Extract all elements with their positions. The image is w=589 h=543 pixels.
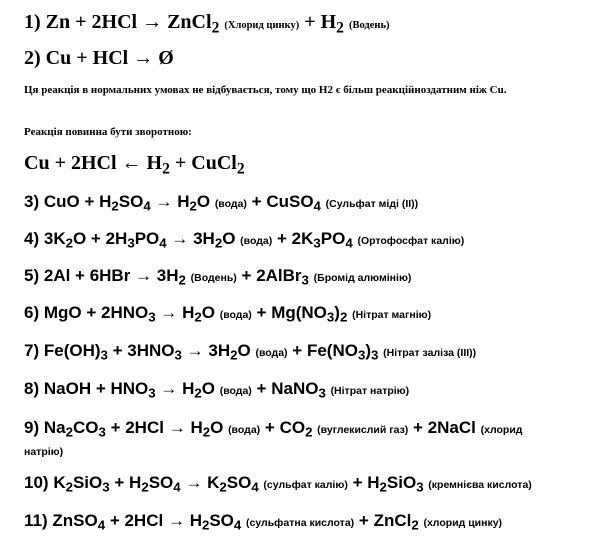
product-formula: 2NaCl xyxy=(427,418,476,437)
reaction-arrow-right-icon: → xyxy=(133,47,154,69)
subscript: 3 xyxy=(98,424,106,440)
product-formula: H xyxy=(182,303,195,322)
equation-7 xyxy=(24,341,477,363)
subscript: 3 xyxy=(318,385,326,401)
product-formula: ) xyxy=(365,341,371,360)
plus-sign: + xyxy=(292,341,303,360)
reaction-arrow-right-icon: → xyxy=(185,473,203,492)
product-formula: Mg(NO xyxy=(271,303,327,322)
subscript: 2 xyxy=(379,479,387,495)
reactants: Cu + 2HCl xyxy=(24,152,117,174)
product-name: (кремнієва кислота) xyxy=(428,479,532,491)
reaction-arrow-right-icon: → xyxy=(168,418,186,437)
subscript: 2 xyxy=(411,517,419,533)
product-formula: O xyxy=(222,229,236,248)
equation-number: 5) xyxy=(24,266,40,285)
product-formula: Fe(NO xyxy=(306,341,358,360)
product-formula: H xyxy=(182,379,195,398)
subscript: 2 xyxy=(194,309,202,325)
product-formula: H xyxy=(189,511,202,530)
equation-3 xyxy=(24,192,419,214)
product-name: (Водень) xyxy=(348,20,390,31)
equation-11 xyxy=(24,511,503,533)
subscript: 3 xyxy=(357,347,366,363)
subscript: 4 xyxy=(97,517,106,533)
product-formula: ZnCl xyxy=(373,511,412,530)
subscript: 4 xyxy=(345,235,353,251)
explanation-note: Ця реакція в нормальних умовах не відбувається, тому що H2 є більш реакційноздатним ніж Cu. xyxy=(24,84,507,96)
equation-number: 11) xyxy=(24,511,48,530)
plus-sign: + xyxy=(304,11,316,33)
product-formula: H xyxy=(367,473,380,492)
product-formula: 3H xyxy=(156,266,179,285)
subscript: 2 xyxy=(305,424,313,440)
subscript: 3 xyxy=(326,309,335,325)
equation-number: 8) xyxy=(24,379,40,398)
plus-sign: + xyxy=(277,229,287,248)
reverse-equation xyxy=(24,152,245,178)
reactants: SO xyxy=(118,192,144,211)
reactants: + 3HNO xyxy=(112,341,175,360)
product-formula: SO xyxy=(209,511,234,530)
product-name: (вода) xyxy=(214,198,247,210)
subscript: 4 xyxy=(159,235,167,251)
reactants: Na xyxy=(43,418,66,437)
reactants: Zn + 2HCl xyxy=(45,11,138,33)
product-name: (хлорид xyxy=(480,424,523,436)
subscript: 4 xyxy=(251,479,259,495)
reactants: + 2HCl xyxy=(110,418,164,437)
product-formula: 3H xyxy=(193,229,215,248)
product-formula: 3H xyxy=(208,341,231,360)
reactants: SO xyxy=(148,473,174,492)
subscript: 2 xyxy=(65,479,73,495)
equation-4 xyxy=(24,229,465,251)
equation-5 xyxy=(24,266,412,288)
subscript: 2 xyxy=(202,424,211,440)
reactants: O + 2H xyxy=(72,229,128,248)
equation-8 xyxy=(24,379,410,401)
subscript: 3 xyxy=(102,479,110,495)
equation-number: 7) xyxy=(24,341,40,360)
subscript: 2 xyxy=(336,19,344,37)
product-name: (вода) xyxy=(255,347,288,359)
product-name: (Нітрат магнію) xyxy=(352,309,432,321)
subscript: 3 xyxy=(416,479,424,495)
product-name: (Нітрат заліза (III)) xyxy=(383,347,477,359)
reactants: Fe(OH) xyxy=(43,341,101,360)
product-formula: K xyxy=(207,473,220,492)
reaction-arrow-right-icon: → xyxy=(155,192,173,211)
subscript: 2 xyxy=(339,309,348,325)
reaction-arrow-left-icon: ← xyxy=(121,152,142,174)
subscript: 3 xyxy=(100,347,108,363)
plus-sign: + xyxy=(264,418,275,437)
equation-number: 3) xyxy=(24,192,40,211)
product-formula: O xyxy=(201,379,215,398)
reactants: NaOH + HNO xyxy=(43,379,149,398)
equation-number: 9) xyxy=(24,418,40,437)
reactants: MgO + 2HNO xyxy=(43,303,149,322)
subscript: 2 xyxy=(236,160,245,178)
product-name: (вода) xyxy=(219,385,252,397)
equation-number: 10) xyxy=(24,473,49,492)
subscript: 2 xyxy=(219,479,227,495)
product-formula: H xyxy=(146,152,163,174)
equation-10 xyxy=(24,473,532,495)
product-formula: ) xyxy=(334,303,340,322)
product-name: (вода) xyxy=(240,235,273,247)
product-name: натрію) xyxy=(24,446,64,458)
product-formula: 2K xyxy=(291,229,314,248)
product-formula: O xyxy=(201,303,215,322)
product-formula: SO xyxy=(226,473,252,492)
subscript: 2 xyxy=(230,347,238,363)
product-formula: CO xyxy=(279,418,306,437)
subscript: 2 xyxy=(162,160,170,178)
equation-number: 2) xyxy=(24,47,41,69)
reaction-arrow-right-icon: → xyxy=(160,303,178,322)
plus-sign: + xyxy=(256,379,267,398)
reaction-arrow-right-icon: → xyxy=(171,229,189,248)
product-formula: H xyxy=(177,192,190,211)
product-name: (Ортофосфат калію) xyxy=(357,235,465,247)
subscript: 3 xyxy=(313,235,321,251)
plus-sign: + xyxy=(256,303,267,322)
subscript: 2 xyxy=(141,479,149,495)
equation-9-continued xyxy=(24,447,63,458)
reactants: CO xyxy=(72,418,99,437)
subscript: 3 xyxy=(174,347,182,363)
subscript: 4 xyxy=(143,198,151,214)
subscript: 3 xyxy=(371,347,379,363)
product-formula: ZnCl xyxy=(167,11,212,33)
equation-6 xyxy=(24,303,432,325)
subscript: 2 xyxy=(65,424,73,440)
product-name: (Бромід алюмінію) xyxy=(313,272,412,284)
product-formula: H xyxy=(320,11,337,33)
product-formula: + CuCl xyxy=(174,152,237,174)
equation-number: 6) xyxy=(24,303,40,322)
product-formula: CuSO xyxy=(266,192,314,211)
reaction-arrow-right-icon: → xyxy=(186,341,204,360)
reactants: 2Al + 6HBr xyxy=(43,266,131,285)
reactants: CuO + H xyxy=(43,192,112,211)
product-name: (Сульфат міді (II)) xyxy=(325,198,419,210)
product-formula: PO xyxy=(320,229,346,248)
reactants: ZnSO xyxy=(52,511,98,530)
product-name: (хлорид цинку) xyxy=(423,517,503,529)
equation-2 xyxy=(24,48,174,68)
plus-sign: + xyxy=(358,511,369,530)
equation-number: 4) xyxy=(24,229,40,248)
subscript: 2 xyxy=(65,235,73,251)
product-name: (Нітрат натрію) xyxy=(330,385,410,397)
product-formula: O xyxy=(196,192,211,211)
subscript: 2 xyxy=(189,198,197,214)
reactants: + H xyxy=(114,473,142,492)
product-formula: H xyxy=(190,418,203,437)
subscript: 2 xyxy=(211,19,220,37)
reaction-arrow-right-icon: → xyxy=(135,266,153,285)
reaction-arrow-right-icon: → xyxy=(142,11,163,33)
plus-sign: + xyxy=(352,473,363,492)
product-formula: O xyxy=(210,418,224,437)
product-name: (вода) xyxy=(228,424,261,436)
subscript: 3 xyxy=(301,272,309,288)
product-name: (Водень) xyxy=(190,272,237,284)
subscript: 4 xyxy=(173,479,181,495)
reactants: + 2HCl xyxy=(109,511,164,530)
subscript: 3 xyxy=(127,235,135,251)
product-formula: SiO xyxy=(386,473,417,492)
plus-sign: + xyxy=(413,418,423,437)
reactants: 3K xyxy=(43,229,66,248)
reactants: PO xyxy=(134,229,160,248)
product-name: (сульфат калію) xyxy=(263,479,348,491)
product-name: (вода) xyxy=(219,309,252,321)
equation-9 xyxy=(24,418,523,440)
subscript: 2 xyxy=(178,272,186,288)
subscript: 4 xyxy=(313,198,321,214)
product-formula: NaNO xyxy=(271,379,319,398)
reaction-arrow-right-icon: → xyxy=(160,379,178,398)
product-formula: O xyxy=(237,341,251,360)
reactants: K xyxy=(53,473,66,492)
plus-sign: + xyxy=(241,266,252,285)
product-name: (вуглекислий газ) xyxy=(317,424,409,436)
reactants: Cu + HCl xyxy=(45,47,129,69)
equation-number: 1) xyxy=(24,11,41,33)
equation-1 xyxy=(24,11,390,37)
subscript: 4 xyxy=(233,517,242,533)
subscript: 2 xyxy=(194,385,202,401)
reverse-reaction-note: Реакція повинна бути зворотною: xyxy=(24,126,192,138)
product-name: (Хлорид цинку) xyxy=(224,20,300,31)
no-reaction-symbol: Ø xyxy=(158,47,174,69)
subscript: 3 xyxy=(148,309,156,325)
plus-sign: + xyxy=(251,192,262,211)
subscript: 3 xyxy=(148,385,156,401)
product-name: (сульфатна кислота) xyxy=(246,517,355,529)
subscript: 2 xyxy=(111,198,119,214)
reaction-arrow-right-icon: → xyxy=(167,511,185,530)
subscript: 2 xyxy=(201,517,210,533)
product-formula: 2AlBr xyxy=(256,266,302,285)
reactants: SiO xyxy=(72,473,103,492)
subscript: 2 xyxy=(214,235,223,251)
